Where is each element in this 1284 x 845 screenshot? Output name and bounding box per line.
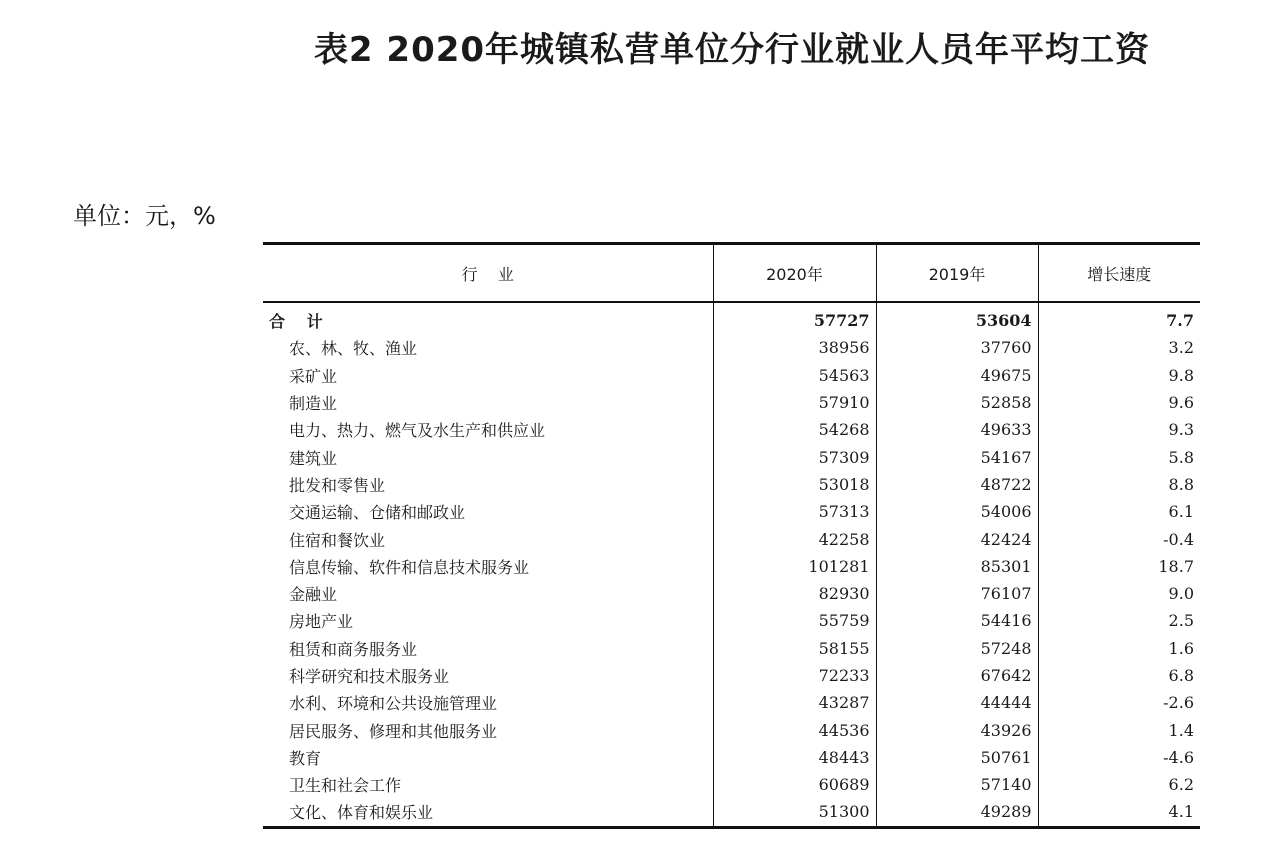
table-row [263,498,1200,525]
wage-2020-cell: 72233 [713,662,876,689]
wage-2019-cell: 44444 [876,689,1038,716]
header-2020: 2020年 [713,244,876,303]
table-row [263,389,1200,416]
wage-2019-cell: 57140 [876,771,1038,798]
wage-2019-cell: 49633 [876,416,1038,443]
growth-cell: 6.1 [1038,498,1200,525]
table-row [263,553,1200,580]
table-header-row [263,244,1200,303]
wage-2019-cell: 54006 [876,498,1038,525]
wage-2019-cell: 54416 [876,607,1038,634]
growth-cell: -0.4 [1038,525,1200,552]
wage-2020-cell: 43287 [713,689,876,716]
wage-2019-cell: 53604 [876,302,1038,334]
industry-cell: 水利、环境和公共设施管理业 [289,694,498,714]
growth-cell: -2.6 [1038,689,1200,716]
wage-table [263,242,1200,829]
industry-cell: 制造业 [289,394,338,414]
growth-cell: 9.8 [1038,362,1200,389]
wage-2019-cell: 85301 [876,553,1038,580]
growth-cell: 2.5 [1038,607,1200,634]
table-row [263,607,1200,634]
growth-cell: 1.4 [1038,716,1200,743]
wage-2020-cell: 57313 [713,498,876,525]
wage-2019-cell: 43926 [876,716,1038,743]
table-row [263,362,1200,389]
total-row [263,302,1200,334]
industry-cell: 科学研究和技术服务业 [289,667,450,686]
wage-2020-cell: 38956 [713,334,876,361]
wage-2019-cell: 54167 [876,443,1038,470]
wage-2020-cell: 54563 [713,362,876,389]
industry-cell: 农、林、牧、渔业 [289,339,418,359]
industry-cell: 教育 [289,748,322,768]
wage-2020-cell: 57910 [713,389,876,416]
wage-2020-cell: 53018 [713,471,876,498]
industry-cell: 电力、热力、燃气及水生产和供应业 [289,421,546,441]
wage-2019-cell: 48722 [876,471,1038,498]
wage-2020-cell: 54268 [713,416,876,443]
industry-cell: 房地产业 [289,612,354,632]
wage-2020-cell: 44536 [713,716,876,743]
industry-cell: 建筑业 [289,448,338,468]
growth-cell: 18.7 [1038,553,1200,580]
header-industry: 行 业 [263,244,713,303]
table-row [263,689,1200,716]
table-row [263,525,1200,552]
wage-2019-cell: 76107 [876,580,1038,607]
wage-2019-cell: 42424 [876,525,1038,552]
growth-cell: -4.6 [1038,744,1200,771]
table-row [263,798,1200,827]
wage-2019-cell: 37760 [876,334,1038,361]
table-row [263,334,1200,361]
industry-cell: 居民服务、修理和其他服务业 [289,721,498,741]
industry-cell: 信息传输、软件和信息技术服务业 [289,557,530,577]
growth-cell: 4.1 [1038,798,1200,827]
wage-2019-cell: 49675 [876,362,1038,389]
table-row [263,580,1200,607]
industry-cell: 卫生和社会工作 [289,776,402,796]
industry-cell: 租赁和商务服务业 [289,639,418,659]
header-2019: 2019年 [876,244,1038,303]
wage-2020-cell: 51300 [713,798,876,827]
industry-cell: 文化、体育和娱乐业 [263,798,713,827]
wage-2020-cell: 57727 [713,302,876,334]
growth-cell: 9.3 [1038,416,1200,443]
growth-cell: 7.7 [1038,302,1200,334]
wage-2019-cell: 49289 [876,798,1038,827]
table-row [263,635,1200,662]
wage-2020-cell: 48443 [713,744,876,771]
table-row [263,716,1200,743]
wage-2019-cell: 67642 [876,662,1038,689]
growth-cell: 3.2 [1038,334,1200,361]
industry-cell: 采矿业 [289,366,338,386]
growth-cell: 8.8 [1038,471,1200,498]
page-title: 表2 2020年城镇私营单位分行业就业人员年平均工资 [313,30,1151,70]
wage-2020-cell: 55759 [713,607,876,634]
growth-cell: 6.8 [1038,662,1200,689]
industry-cell: 批发和零售业 [289,475,386,495]
table-row [263,471,1200,498]
industry-cell: 合 计 [269,312,331,332]
wage-2020-cell: 57309 [713,443,876,470]
wage-2020-cell: 60689 [713,771,876,798]
table-row [263,662,1200,689]
table-row [263,744,1200,771]
wage-2020-cell: 101281 [713,553,876,580]
wage-2020-cell: 58155 [713,635,876,662]
wage-2019-cell: 50761 [876,744,1038,771]
growth-cell: 9.0 [1038,580,1200,607]
table-row [263,771,1200,798]
industry-cell: 住宿和餐饮业 [289,530,386,550]
table-row [263,416,1200,443]
wage-2019-cell: 52858 [876,389,1038,416]
header-growth: 增长速度 [1038,244,1200,303]
growth-cell: 6.2 [1038,771,1200,798]
wage-2020-cell: 82930 [713,580,876,607]
table-row [263,443,1200,470]
growth-cell: 5.8 [1038,443,1200,470]
wage-2019-cell: 57248 [876,635,1038,662]
growth-cell: 1.6 [1038,635,1200,662]
industry-cell: 交通运输、仓储和邮政业 [289,503,466,523]
unit-label: 单位：元，% [73,202,216,230]
wage-2020-cell: 42258 [713,525,876,552]
growth-cell: 9.6 [1038,389,1200,416]
industry-cell: 金融业 [289,585,338,605]
